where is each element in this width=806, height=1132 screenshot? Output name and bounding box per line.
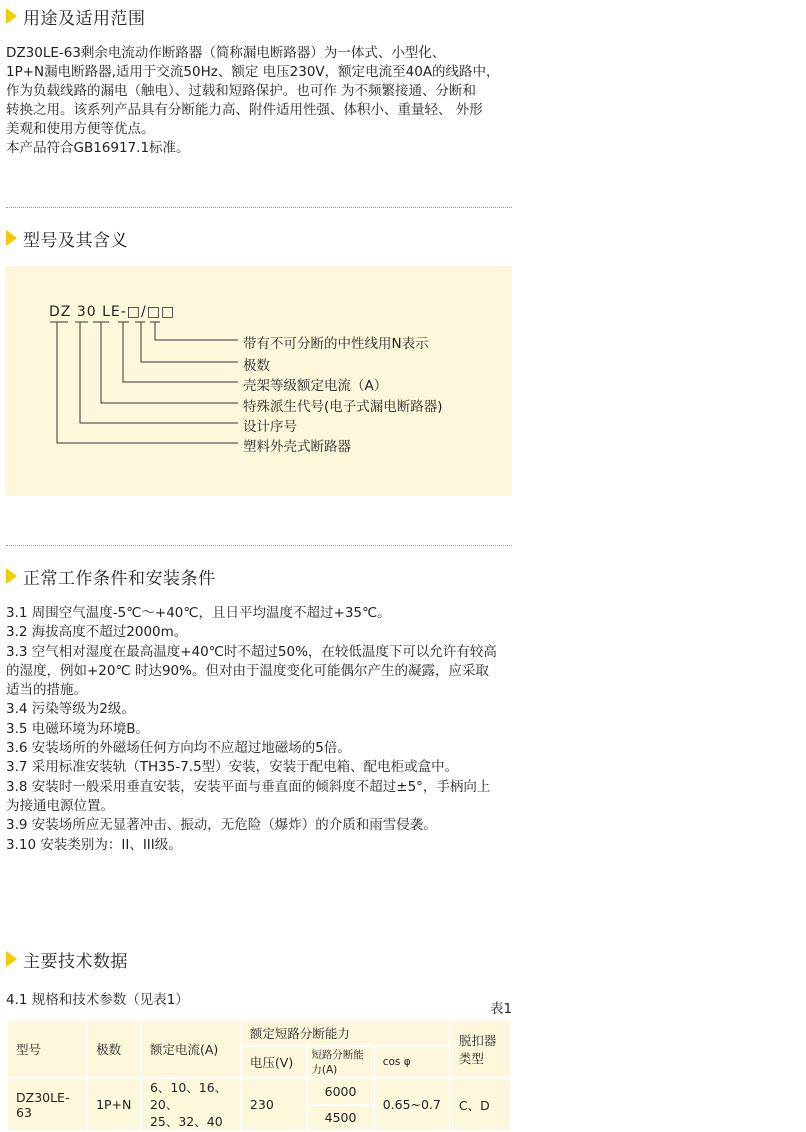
header-model: 型号 bbox=[7, 1020, 87, 1078]
cell-current: 6、10、16、20、 25、32、40 bbox=[141, 1078, 241, 1131]
label-frame-current: 壳架等级额定电流（A） bbox=[243, 378, 388, 394]
list-item: 为接通电源位置。 bbox=[6, 797, 114, 814]
bullet-triangle-icon bbox=[6, 568, 17, 584]
bullet-triangle-icon bbox=[6, 230, 17, 246]
list-item: 3.5 电磁环境为环境B。 bbox=[6, 720, 150, 737]
table-row bbox=[7, 1078, 511, 1105]
label-neutral: 带有不可分断的中性线用N表示 bbox=[243, 336, 429, 352]
list-item: 3.8 安装时一般采用垂直安装，安装平面与垂直面的倾斜度不超过±5°，手柄向上 bbox=[6, 778, 491, 795]
list-item: 3.6 安装场所的外磁场任何方向均不应超过地磁场的5倍。 bbox=[6, 740, 351, 757]
header-breaking-capacity: 额定短路分断能力 bbox=[241, 1020, 450, 1046]
section-title-tech-data: 主要技术数据 bbox=[6, 947, 128, 971]
header-current: 额定电流(A) bbox=[141, 1020, 241, 1078]
section-title-model: 型号及其含义 bbox=[6, 226, 128, 250]
section-title-conditions: 正常工作条件和安装条件 bbox=[6, 564, 216, 588]
label-mccb: 塑料外壳式断路器 bbox=[243, 439, 351, 455]
divider bbox=[6, 207, 512, 208]
cell-cos-phi: 0.65~0.7 bbox=[374, 1078, 450, 1131]
label-poles: 极数 bbox=[243, 358, 270, 374]
subsection-title: 4.1 规格和技术参数（见表1） bbox=[6, 992, 189, 1008]
table-header-row bbox=[7, 1020, 511, 1046]
list-item: 3.7 采用标准安装轨（TH35-7.5型）安装，安装于配电箱、配电柜或盒中。 bbox=[6, 759, 459, 776]
conditions-list bbox=[6, 604, 516, 855]
section-title-usage: 用途及适用范围 bbox=[6, 4, 146, 28]
model-code: DZ 30 LE-□/□□ bbox=[49, 304, 176, 320]
table-caption: 表1 bbox=[490, 1001, 513, 1017]
cell-poles: 1P+N bbox=[87, 1078, 141, 1131]
list-item: 3.1 周围空气温度-5℃～+40℃，且日平均温度不超过+35℃。 bbox=[6, 605, 391, 621]
list-item: 3.2 海拔高度不超过2000m。 bbox=[6, 624, 188, 641]
header-voltage: 电压(V) bbox=[241, 1046, 307, 1078]
label-design-no: 设计序号 bbox=[243, 419, 297, 435]
cell-short-circuit-1: 6000 bbox=[307, 1078, 373, 1105]
list-item: 适当的措施。 bbox=[6, 682, 87, 699]
list-item: 3.3 空气相对湿度在最高温度+40℃时不超过50%，在较低温度下可以允许有较高 bbox=[6, 643, 497, 660]
list-item: 3.4 污染等级为2级。 bbox=[6, 701, 135, 718]
list-item: 的湿度，例如+20℃ 时达90%。但对由于温度变化可能偶尔产生的凝露，应采取 bbox=[6, 662, 489, 679]
cell-model: DZ30LE-63 bbox=[7, 1078, 87, 1131]
header-short-circuit: 短路分断能力(A) bbox=[307, 1046, 373, 1078]
cell-short-circuit-2: 4500 bbox=[307, 1105, 373, 1132]
divider bbox=[6, 545, 512, 546]
cell-release: C、D bbox=[450, 1078, 511, 1131]
label-derivative: 特殊派生代号(电子式漏电断路器) bbox=[243, 399, 443, 415]
spec-table bbox=[6, 1019, 512, 1132]
header-poles: 极数 bbox=[87, 1020, 141, 1078]
list-item: 3.10 安装类别为：II、III级。 bbox=[6, 836, 182, 853]
header-release: 脱扣器类型 bbox=[450, 1020, 511, 1078]
bullet-triangle-icon bbox=[6, 8, 17, 24]
list-item: 3.9 安装场所应无显著冲击、振动，无危险（爆炸）的介质和雨雪侵袭。 bbox=[6, 817, 437, 834]
usage-paragraph: DZ30LE-63剩余电流动作断路器（简称漏电断路器）为一体式、小型化、 1P+N漏电断路器,适用于交流50Hz、额定 电压230V，额定电流至40A的线路中， 作为负载线路的漏电（触电）、过载和短路保护。也可作 为不频繁接通、分断和 转换之用。该系列产品具有分断能力高、附件适用性强、体积小、重量轻、 外形 美观和使用方便等优点。 本产品符合GB16917.1标准。 bbox=[6, 45, 500, 156]
cell-voltage: 230 bbox=[241, 1078, 307, 1131]
model-diagram bbox=[5, 266, 512, 496]
header-cos-phi: cos φ bbox=[374, 1046, 450, 1078]
bullet-triangle-icon bbox=[6, 951, 17, 967]
